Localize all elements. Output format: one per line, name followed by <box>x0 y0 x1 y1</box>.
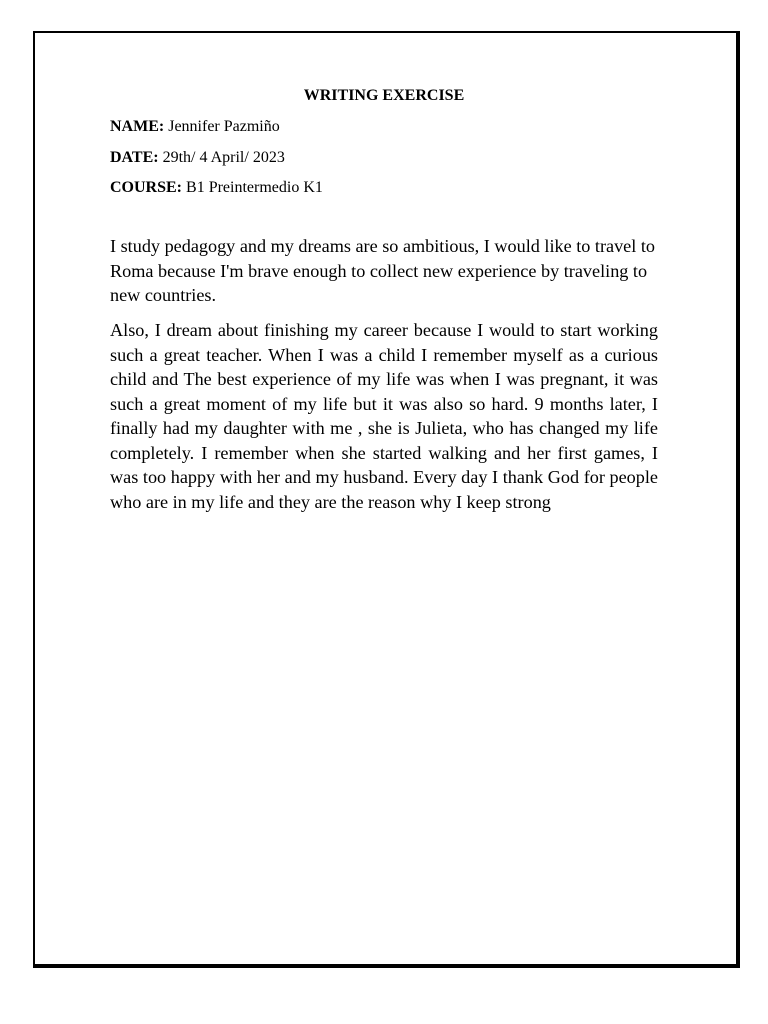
date-label: DATE: <box>110 149 163 166</box>
date-value: 29th/ 4 April/ 2023 <box>162 149 285 166</box>
name-label: NAME: <box>110 118 169 135</box>
name-line <box>110 117 280 137</box>
course-line <box>110 178 323 198</box>
course-label: COURSE: <box>110 179 187 196</box>
document-title: WRITING EXERCISE <box>303 87 465 104</box>
course-value: B1 Preintermedio K1 <box>186 179 323 196</box>
name-value: Jennifer Pazmiño <box>168 118 280 135</box>
date-line <box>110 148 285 168</box>
paragraph: Also, I dream about finishing my career because I would to start working such a great teacher. When I was a child I remember myself as a curious child and The best experience of my life was when I was pregnant, it was such a great moment of my life but it was also so hard. 9 months later, I finally had my daughter with me , she is Julieta, who has changed my life completely. I remember when she started walking and her first games, I was too happy with her and my husband. Every day I thank God for people who are in my life and they are the reason why I keep strong <box>110 320 658 512</box>
paragraph: I study pedagogy and my dreams are so ambitious, I would like to travel to Roma because I'm brave enough to collect new experience by traveling to new countries. <box>110 236 656 305</box>
